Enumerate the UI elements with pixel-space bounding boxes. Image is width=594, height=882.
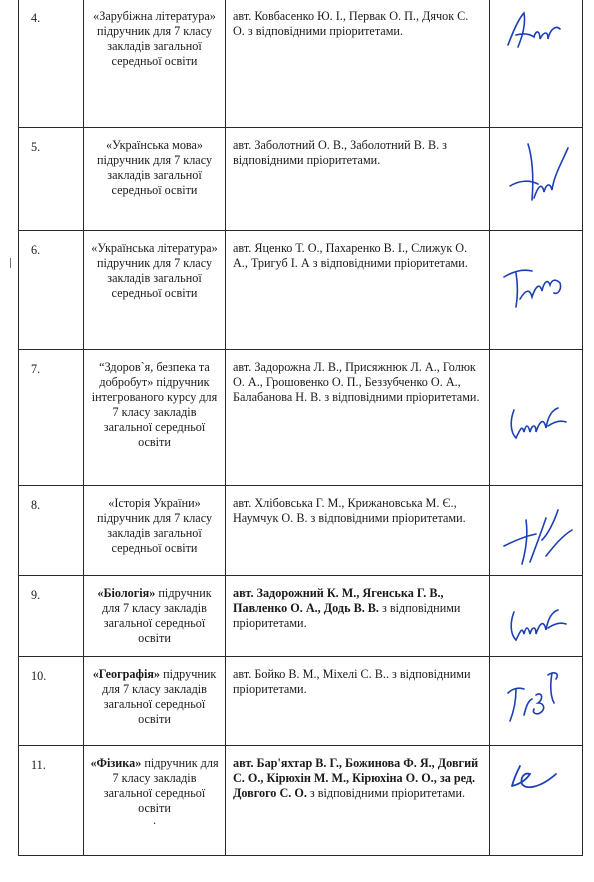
authors-cell: авт. Задорожна Л. В., Присяжнюк Л. А., Голюк О. А., Грошовенко О. П., Беззубченко О. А., Балабанова Н. В. з відповідними пріоритетами. (226, 350, 490, 486)
row-number: 6. (19, 231, 84, 350)
table-row (19, 0, 583, 128)
textbook-title-cell (84, 350, 226, 486)
textbook-description: підручник для 7 класу закладів загальної середньої освіти (102, 667, 217, 726)
subject-name: «Історія України» (108, 496, 201, 510)
signature-cell (490, 657, 583, 746)
authors-priorities: з відповідними пріоритетами. (306, 786, 466, 800)
scan-mark (10, 258, 11, 268)
subject-name: «Фізика» (90, 756, 142, 770)
signature-icon (498, 255, 578, 315)
textbook-description: підручник для 7 класу закладів загальної середньої освіти (96, 511, 213, 555)
textbook-title-cell (84, 657, 226, 746)
signature-icon (500, 7, 570, 57)
signature-cell (490, 128, 583, 231)
textbook-title-cell (84, 128, 226, 231)
authors-cell: авт. Хлібовська Г. М., Крижановська М. Є., Наумчук О. В. з відповідними пріоритетами. (226, 486, 490, 576)
textbook-title-cell (84, 231, 226, 350)
signature-icon (500, 390, 578, 450)
table-row (19, 576, 583, 657)
authors-cell: авт. Ковбасенко Ю. І., Первак О. П., Дячок С. О. з відповідними пріоритетами. (226, 0, 490, 128)
table-row (19, 486, 583, 576)
table-row (19, 350, 583, 486)
authors-names: авт. Бар'яхтар В. Г., Божинова Ф. Я., Довгий С. О., Кірюхін М. М., Кірюхіна О. О., за ред. Довгого С. О. (233, 756, 479, 800)
signature-icon (498, 665, 578, 725)
row-number: 9. (19, 576, 84, 657)
textbook-description: підручник для 7 класу закладів загальної середньої освіти (96, 24, 213, 68)
table-row (19, 231, 583, 350)
subject-name: “Здоров`я, безпека та добробут» (99, 360, 210, 389)
signature-cell (490, 350, 583, 486)
subject-name: «Українська література» (91, 241, 218, 255)
textbook-title-cell (84, 576, 226, 657)
signature-icon (496, 500, 580, 572)
signature-icon (500, 596, 578, 652)
textbook-description: підручник для 7 класу закладів загальної середньої освіти (103, 756, 219, 815)
textbook-title-cell (84, 746, 226, 856)
row-number: 10. (19, 657, 84, 746)
trailing-mark: . (152, 813, 157, 827)
subject-name: «Біологія» (97, 586, 156, 600)
authors-cell: авт. Бойко В. М., Міхелі С. В.. з відповідними пріоритетами. (226, 657, 490, 746)
subject-name: «Географія» (92, 667, 161, 681)
table-row (19, 746, 583, 856)
subject-name: «Зарубіжна література» (93, 9, 216, 23)
textbook-description: підручник для 7 класу закладів загальної середньої освіти (102, 586, 212, 645)
authors-cell: авт. Яценко Т. О., Пахаренко В. І., Слижук О. А., Тригуб І. А з відповідними пріоритетами. (226, 231, 490, 350)
row-number: 5. (19, 128, 84, 231)
signature-icon (500, 760, 576, 800)
signature-cell (490, 746, 583, 856)
signature-cell (490, 231, 583, 350)
textbook-title-cell (84, 486, 226, 576)
authors-cell: авт. Заболотний О. В., Заболотний В. В. з відповідними пріоритетами. (226, 128, 490, 231)
authors-priorities: з відповідними пріоритетами. (233, 601, 461, 630)
row-number: 4. (19, 0, 84, 128)
textbook-description: підручник для 7 класу закладів загальної середньої освіти (96, 153, 213, 197)
subject-name: «Українська мова» (105, 138, 204, 152)
row-number: 8. (19, 486, 84, 576)
textbook-approval-table (18, 0, 583, 856)
row-number: 11. (19, 746, 84, 856)
signature-cell (490, 576, 583, 657)
table-row (19, 657, 583, 746)
row-number: 7. (19, 350, 84, 486)
authors-cell (226, 746, 490, 856)
table-row (19, 128, 583, 231)
authors-cell (226, 576, 490, 657)
textbook-description: підручник для 7 класу закладів загальної середньої освіти (96, 256, 213, 300)
signature-cell (490, 486, 583, 576)
textbook-title-cell (84, 0, 226, 128)
authors-names: авт. Задорожний К. М., Ягенська Г. В., Павленко О. А., Додь В. В. (233, 586, 444, 615)
signature-cell (490, 0, 583, 128)
signature-icon (498, 136, 578, 226)
textbook-description: підручник інтегрованого курсу для 7 класу закладів загальної середньої освіти (91, 375, 218, 449)
